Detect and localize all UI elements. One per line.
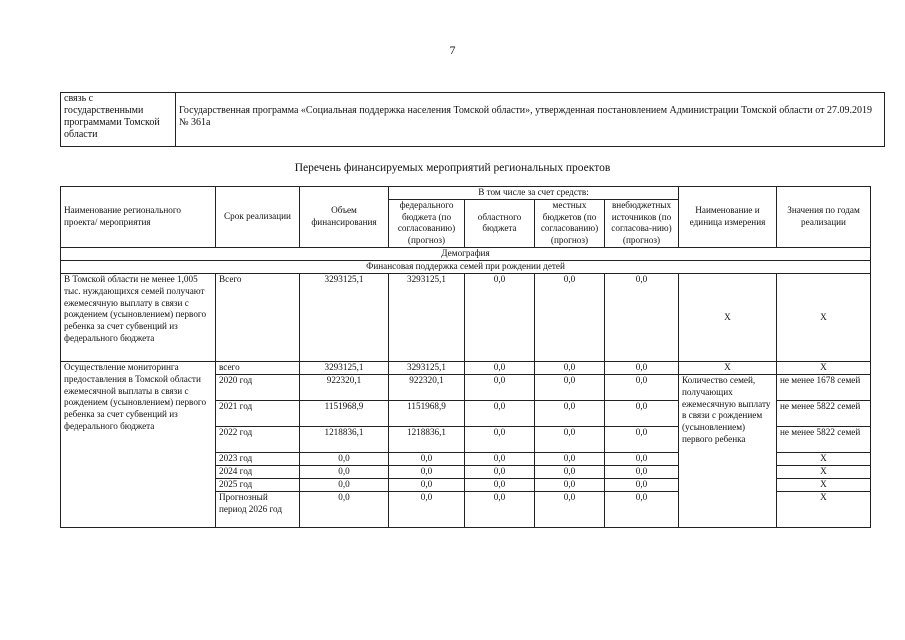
row-federal: 1151968,9 — [389, 400, 465, 426]
row-regional: 0,0 — [465, 361, 535, 374]
row-value: Х — [777, 478, 871, 491]
table-row — [61, 361, 871, 374]
row-value: не менее 1678 семей — [777, 374, 871, 400]
row-federal: 0,0 — [389, 478, 465, 491]
row-local: 0,0 — [535, 465, 605, 478]
section-title: Перечень финансируемых мероприятий региональных проектов — [294, 162, 611, 174]
block1-extra: 0,0 — [605, 273, 679, 361]
block1-volume: 3293125,1 — [300, 273, 389, 361]
table-row — [61, 273, 871, 361]
row-value: не менее 5822 семей — [777, 400, 871, 426]
row-federal: 3293125,1 — [389, 361, 465, 374]
row-local: 0,0 — [535, 452, 605, 465]
program-link-label: связь с государственными программами Томской области — [61, 93, 176, 147]
row-extra: 0,0 — [605, 400, 679, 426]
row-volume: 1151968,9 — [300, 400, 389, 426]
block1-regional: 0,0 — [465, 273, 535, 361]
row-period: 2024 год — [216, 465, 300, 478]
row-period: 2021 год — [216, 400, 300, 426]
row-regional: 0,0 — [465, 491, 535, 527]
block2-unit: Количество семей, получающих ежемесячную выплату в связи с рождением (усыновлением) первого ребенка — [679, 374, 777, 527]
row-local: 0,0 — [535, 374, 605, 400]
row-extra: 0,0 — [605, 465, 679, 478]
projects-table — [60, 186, 871, 528]
block1-period: Всего — [216, 273, 300, 361]
program-link-value: Государственная программа «Социальная поддержка населения Томской области», утвержденная постановлением Администрации Томской области от 27.09.2019 № 361а — [176, 93, 885, 147]
row-local: 0,0 — [535, 400, 605, 426]
row-local: 0,0 — [535, 478, 605, 491]
row-volume: 1218836,1 — [300, 426, 389, 452]
row-local: 0,0 — [535, 361, 605, 374]
block1-name: В Томской области не менее 1,005 тыс. нуждающихся семей получают ежемесячную выплату в связи с рождением (усыновлением) первого ребенка за счет субвенций из федерального бюджета — [61, 273, 216, 361]
row-federal: 0,0 — [389, 465, 465, 478]
row-regional: 0,0 — [465, 374, 535, 400]
row-extra: 0,0 — [605, 361, 679, 374]
row-volume: 0,0 — [300, 491, 389, 527]
header-unit: Наименование и единица измерения — [679, 187, 777, 248]
row-period: Прогнозный период 2026 год — [216, 491, 300, 527]
block1-federal: 3293125,1 — [389, 273, 465, 361]
block1-local: 0,0 — [535, 273, 605, 361]
row-federal: 0,0 — [389, 452, 465, 465]
row-value: Х — [777, 361, 871, 374]
row-local: 0,0 — [535, 426, 605, 452]
row-federal: 1218836,1 — [389, 426, 465, 452]
header-volume: Объем финансирования — [300, 187, 389, 248]
row-regional: 0,0 — [465, 478, 535, 491]
row-extra: 0,0 — [605, 374, 679, 400]
row-value: Х — [777, 452, 871, 465]
header-including: В том числе за счет средств: — [389, 187, 679, 200]
page-number: 7 — [449, 43, 456, 57]
row-extra: 0,0 — [605, 478, 679, 491]
row-extra: 0,0 — [605, 452, 679, 465]
row-volume: 0,0 — [300, 465, 389, 478]
row-period: всего — [216, 361, 300, 374]
header-federal: федерального бюджета (по согласованию) (прогноз) — [389, 199, 465, 247]
row-period: 2023 год — [216, 452, 300, 465]
block2-unit-total: Х — [679, 361, 777, 374]
header-regional: областного бюджета — [465, 199, 535, 247]
row-regional: 0,0 — [465, 400, 535, 426]
block2-name: Осуществление мониторинга предоставления в Томской области ежемесячной выплаты в связи с рождением (усыновлением) первого ребенка за счет субвенций из федерального бюджета — [61, 361, 216, 527]
row-value: Х — [777, 465, 871, 478]
row-federal: 0,0 — [389, 491, 465, 527]
row-extra: 0,0 — [605, 491, 679, 527]
row-period: 2022 год — [216, 426, 300, 452]
row-value: Х — [777, 491, 871, 527]
row-local: 0,0 — [535, 491, 605, 527]
header-name: Наименование регионального проекта/ мероприятия — [61, 187, 216, 248]
row-regional: 0,0 — [465, 452, 535, 465]
row-federal: 922320,1 — [389, 374, 465, 400]
row-regional: 0,0 — [465, 465, 535, 478]
row-volume: 0,0 — [300, 478, 389, 491]
row-extra: 0,0 — [605, 426, 679, 452]
block1-value: Х — [777, 273, 871, 361]
subproject-title: Финансовая поддержка семей при рождении детей — [61, 260, 871, 273]
header-local: местных бюджетов (по согласованию) (прогноз) — [535, 199, 605, 247]
row-volume: 3293125,1 — [300, 361, 389, 374]
project-title: Демография — [61, 247, 871, 260]
header-extra: внебюджетных источников (по согласова-нию) (прогноз) — [605, 199, 679, 247]
row-period: 2020 год — [216, 374, 300, 400]
row-period: 2025 год — [216, 478, 300, 491]
block1-unit: Х — [679, 273, 777, 361]
row-volume: 922320,1 — [300, 374, 389, 400]
header-period: Срок реализации — [216, 187, 300, 248]
program-link-table — [60, 92, 885, 147]
row-volume: 0,0 — [300, 452, 389, 465]
row-regional: 0,0 — [465, 426, 535, 452]
header-values: Значения по годам реализации — [777, 187, 871, 248]
row-value: не менее 5822 семей — [777, 426, 871, 452]
